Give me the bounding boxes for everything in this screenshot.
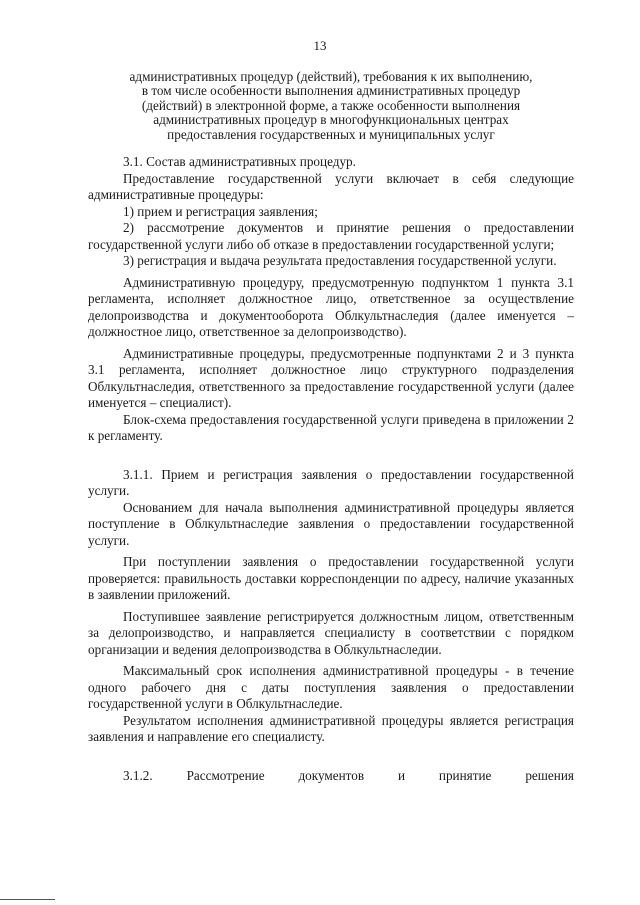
list-item: 2) рассмотрение документов и принятие решения о предоставлении государственной услуги либо об отказе в предоставлении государственной услуги; — [88, 220, 574, 252]
title-word: 3.1.2. — [123, 767, 153, 783]
title-word: и — [397, 767, 406, 783]
heading-line: (действий) в электронной форме, а также особенности выполнения — [141, 97, 521, 113]
paragraph: Административную процедуру, предусмотренную подпунктом 1 пункта 3.1 регламента, исполняет должностное лицо, ответственное за осуществление делопроизводства и документооборота Облкультнаследия (далее именуется – должностное лицо, ответственное за делопроизводство). — [88, 274, 574, 339]
heading-line: административных процедур в многофункциональных центрах — [153, 112, 509, 128]
paragraph: Поступившее заявление регистрируется должностным лицом, ответственным за делопроизводство, и направляется специалисту в соответствии с порядком организации и ведения делопроизводства в Облкультнаследии. — [88, 608, 574, 657]
page-number: 13 — [313, 38, 327, 53]
paragraph-subsection-title: 3.1.1. Прием и регистрация заявления о предоставлении государственной услуги. — [88, 466, 574, 498]
paragraph-subsection-title: 3.1. Состав административных процедур. — [123, 154, 356, 169]
title-word: решения — [525, 767, 574, 783]
document-body — [88, 154, 574, 784]
footer-rule — [0, 899, 55, 900]
title-word: документов — [298, 767, 365, 783]
paragraph: Основанием для начала выполнения административной процедуры является поступление в Облкультнаследие заявления о предоставлении государственной услуги. — [88, 499, 574, 548]
paragraph: При поступлении заявления о предоставлении государственной услуги проверяется: правильность доставки корреспонденции по адресу, наличие указанных в заявлении приложений. — [88, 554, 574, 602]
paragraph: Административные процедуры, предусмотренные подпунктами 2 и 3 пункта 3.1 регламента, исполняет должностное лицо структурного подразделения Облкультнаследия, ответственного за предоставление государственной услуги (далее именуется – специалист). — [88, 345, 574, 410]
paragraph-subsection-title — [88, 768, 574, 785]
heading-line: предоставления государственных и муниципальных услуг — [167, 126, 495, 142]
paragraph: Предоставление государственной услуги включает в себя следующие административные процедуры: — [88, 170, 574, 202]
title-word: принятие — [438, 767, 492, 783]
paragraph: Максимальный срок исполнения административной процедуры - в течение одного рабочего дня с даты поступления заявления о предоставлении государственной услуги в Облкультнаследие. — [88, 663, 574, 711]
paragraph: Блок-схема предоставления государственной услуги приведена в приложении 2 к регламенту. — [88, 411, 574, 443]
paragraph: Результатом исполнения административной процедуры является регистрация заявления и направление его специалисту. — [88, 712, 574, 744]
title-word: Рассмотрение — [186, 767, 265, 783]
list-item: 3) регистрация и выдача результата предоставления государственной услуги. — [123, 253, 557, 268]
list-item: 1) прием и регистрация заявления; — [123, 203, 318, 219]
section-heading — [88, 70, 574, 142]
heading-line: административных процедур (действий), требования к их выполнению, — [129, 69, 533, 84]
heading-line: в том числе особенности выполнения административных процедур — [141, 83, 521, 99]
